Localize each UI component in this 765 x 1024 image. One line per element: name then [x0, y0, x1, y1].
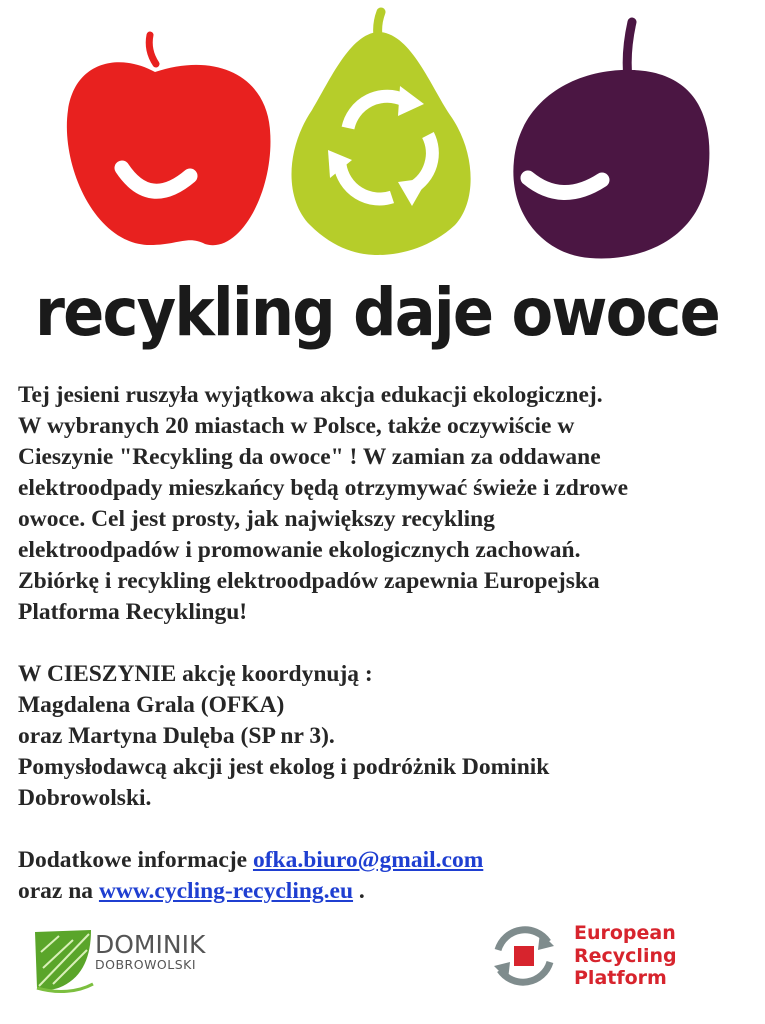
erp-logo-text [574, 922, 677, 990]
dominik-logo-line1: DOMINIK [95, 930, 206, 959]
purple-plum-icon [513, 22, 709, 258]
dominik-logo-text [95, 932, 205, 972]
dominik-logo-line2: DOBROWOLSKI [95, 957, 197, 972]
palm-leaf-icon [35, 930, 93, 991]
intro-paragraph [18, 380, 748, 628]
article-body [18, 380, 748, 907]
website-label: oraz na [18, 878, 99, 904]
text-line: Dobrowolski. [18, 785, 152, 811]
text-line: Magdalena Grala (OFKA) [18, 692, 285, 718]
red-apple-icon [67, 35, 271, 245]
text-line: W CIESZYNIE akcję koordynują : [18, 661, 373, 687]
coordinators-paragraph [18, 659, 748, 814]
text-line: oraz Martyna Dulęba (SP nr 3). [18, 723, 335, 749]
erp-recycle-icon [488, 920, 560, 992]
trailing-period: . [353, 878, 365, 904]
fruits-illustration [0, 0, 765, 270]
email-link[interactable]: ofka.biuro@gmail.com [252, 847, 484, 873]
text-line: W wybranych 20 miastach w Polsce, także oczywiście w [18, 413, 575, 439]
text-line: owoce. Cel jest prosty, jak największy recykling [18, 506, 495, 532]
text-line: Pomysłodawcą akcji jest ekolog i podróżnik Dominik [18, 754, 550, 780]
text-line: Tej jesieni ruszyła wyjątkowa akcja edukacji ekologicznej. [18, 382, 603, 408]
text-line: Cieszynie "Recykling da owoce" ! W zamian za oddawane [18, 444, 601, 470]
website-link[interactable]: www.cycling-recycling.eu [98, 878, 354, 904]
contact-line-email [18, 845, 748, 876]
erp-logo-line2: Recycling [574, 944, 677, 967]
erp-logo-line1: European [574, 922, 676, 944]
slogan-title: recykling daje owoce [35, 274, 720, 351]
erp-logo-line3: Platform [574, 967, 667, 989]
text-line: Zbiórkę i recykling elektroodpadów zapewnia Europejska [18, 568, 600, 594]
text-line: elektroodpadów i promowanie ekologicznych zachowań. [18, 537, 581, 563]
contact-line-website [18, 876, 748, 907]
text-line: Platforma Recyklingu! [18, 599, 248, 625]
contact-label: Dodatkowe informacje [18, 847, 253, 873]
text-line: elektroodpady mieszkańcy będą otrzymywać świeże i zdrowe [18, 475, 629, 501]
contact-paragraph [18, 845, 748, 907]
green-pear-icon [291, 12, 470, 255]
